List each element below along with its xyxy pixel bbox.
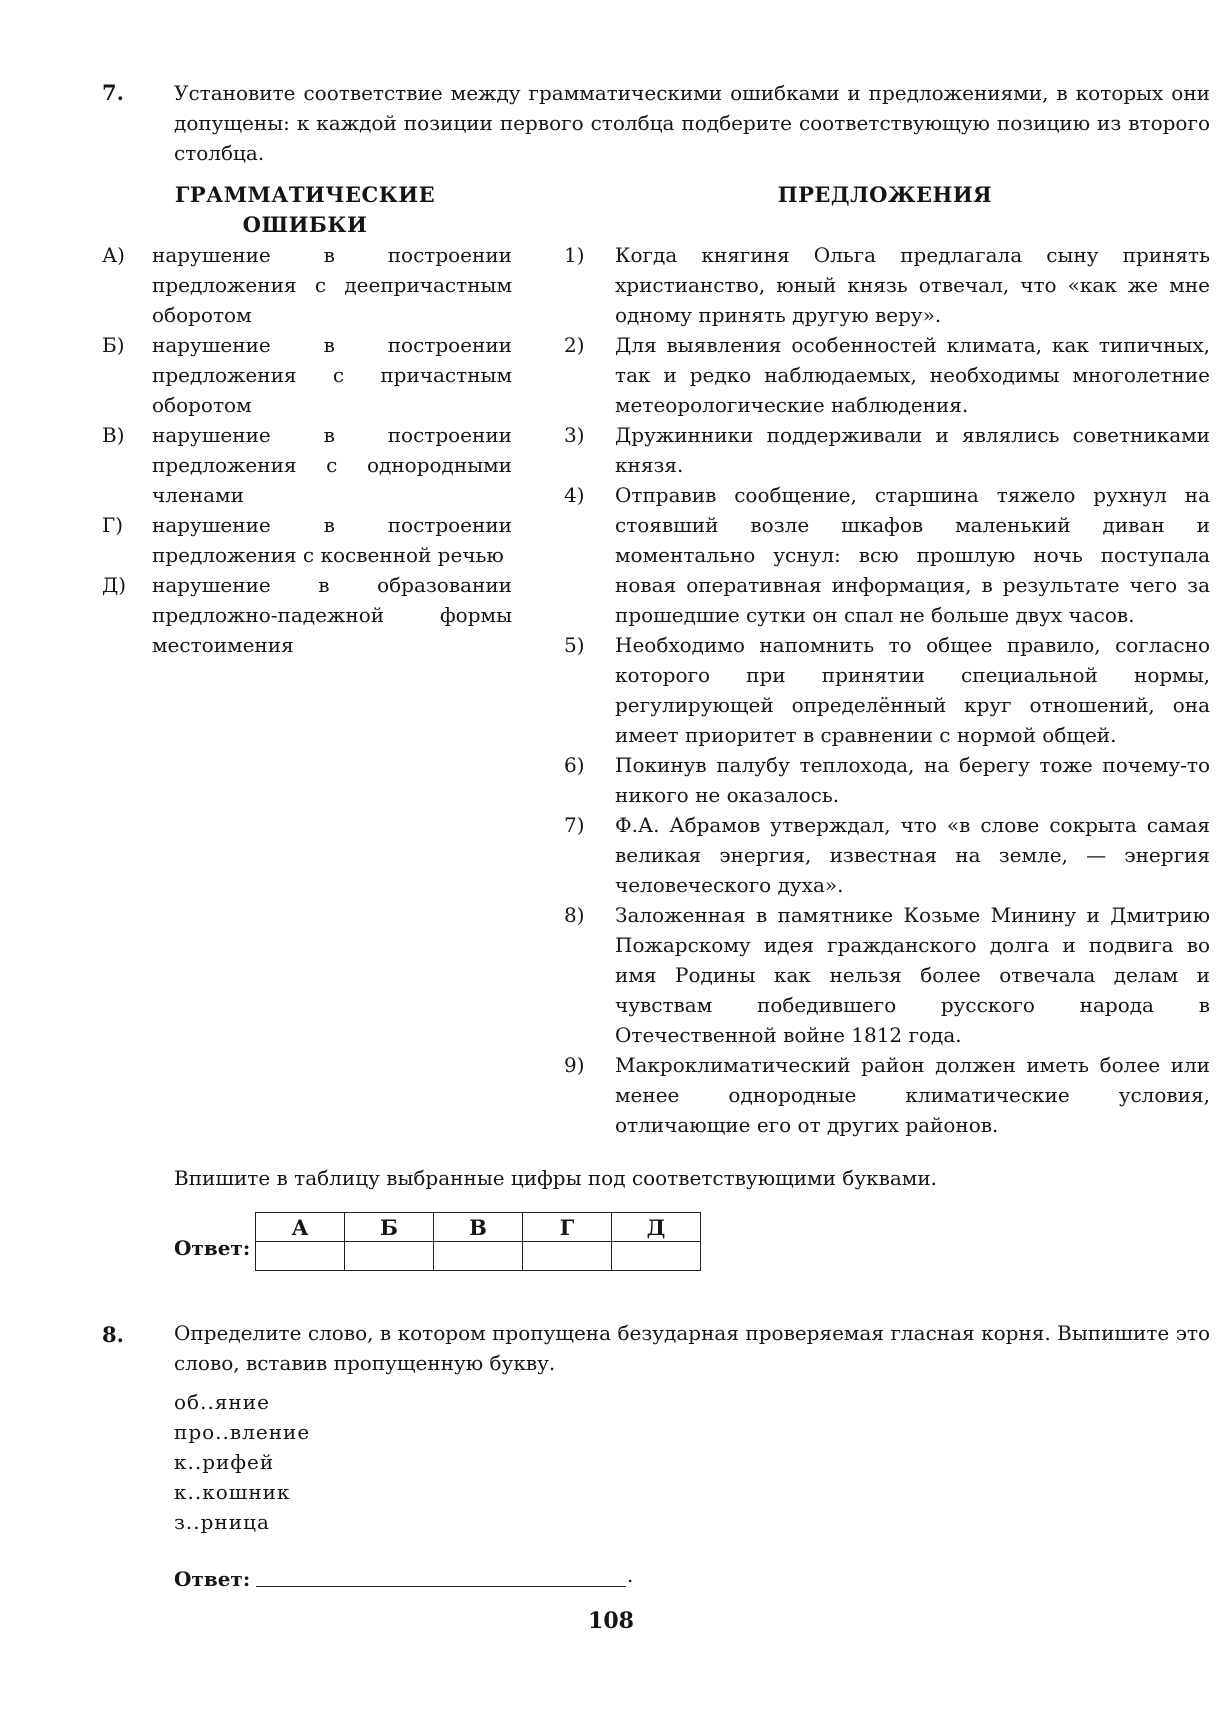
answer-input-cell-d[interactable]	[612, 1242, 701, 1271]
word-option: про..вление	[174, 1420, 311, 1444]
sentence-item: 6) Покинув палубу теплохода, на берегу тоже почему-то никого не оказалось.	[564, 753, 1210, 807]
task-7-instruction: Установите соответствие между грамматическими ошибками и предложениями, в которых они допущены: к каждой позиции первого столбца подберите соответствующую позицию из второго столбца.	[174, 81, 1210, 165]
word-list	[174, 1387, 310, 1537]
sentences-list	[560, 240, 1210, 1140]
column-header-sentences: ПРЕДЛОЖЕНИЯ	[777, 182, 993, 207]
table-instruction: Впишите в таблицу выбранные цифры под соответствующими буквами.	[174, 1166, 938, 1190]
task-8-answer-label: Ответ:	[174, 1567, 251, 1591]
task-8-answer-line[interactable]	[256, 1586, 626, 1587]
sentence-item: 7) Ф.А. Абрамов утверждал, что «в слове сокрыта самая великая энергия, известная на земле, — энергия человеческого духа».	[564, 813, 1210, 897]
sentence-item: 5) Необходимо напомнить то общее правило, согласно которого при принятии специальной нормы, регулирующей определённый круг отношений, она имеет приоритет в сравнении с нормой общей.	[564, 633, 1210, 747]
answer-letter-cell: Б	[345, 1213, 434, 1242]
answer-input-cell-g[interactable]	[523, 1242, 612, 1271]
answer-input-cell-a[interactable]	[256, 1242, 345, 1271]
word-option: к..рифей	[174, 1450, 275, 1474]
page-number: 108	[588, 1608, 634, 1634]
sentence-item: 1) Когда княгиня Ольга предлагала сыну принять христианство, юный князь отвечал, что «как же мне одному принять другую веру».	[564, 243, 1210, 327]
error-item: Б) нарушение в построении предложения с причастным оборотом	[102, 333, 512, 417]
answer-input-cell-b[interactable]	[345, 1242, 434, 1271]
answer-table	[255, 1212, 701, 1271]
answer-table-value-row	[256, 1242, 701, 1271]
answer-input-cell-v[interactable]	[434, 1242, 523, 1271]
task-7-answer-label: Ответ:	[174, 1236, 251, 1260]
task-8-number: 8.	[102, 1322, 124, 1347]
answer-letter-cell: Г	[523, 1213, 612, 1242]
sentence-item: 3) Дружинники поддерживали и являлись советниками князя.	[564, 423, 1210, 477]
error-item: Д) нарушение в образовании предложно-падежной формы местоимения	[102, 573, 512, 657]
error-item: Г) нарушение в построении предложения с косвенной речью	[102, 513, 512, 567]
answer-table-header-row	[256, 1213, 701, 1242]
task-8-instruction: Определите слово, в котором пропущена безударная проверяемая гласная корня. Выпишите это слово, вставив пропущенную букву.	[174, 1321, 1210, 1375]
answer-letter-cell: Д	[612, 1213, 701, 1242]
answer-letter-cell: А	[256, 1213, 345, 1242]
sentence-item: 4) Отправив сообщение, старшина тяжело рухнул на стоявший возле шкафов маленький диван и моментально уснул: всю прошлую ночь поступала новая оперативная информация, в результате чего за прошедшие сутки он спал не больше двух часов.	[564, 483, 1210, 627]
answer-end-dot: .	[627, 1563, 634, 1587]
sentence-item: 2) Для выявления особенностей климата, как типичных, так и редко наблюдаемых, необходимы многолетние метеорологические наблюдения.	[564, 333, 1210, 417]
error-item: В) нарушение в построении предложения с однородными членами	[102, 423, 512, 507]
word-option: об..яние	[174, 1390, 270, 1414]
error-item: А) нарушение в построении предложения с деепричастным оборотом	[102, 243, 512, 327]
sentence-item: 8) Заложенная в памятнике Козьме Минину и Дмитрию Пожарскому идея гражданского долга и подвига во имя Родины как нельзя более отвечала делам и чувствам победившего русского народа в Отечественной войне 1812 года.	[564, 903, 1210, 1047]
word-option: з..рница	[174, 1510, 270, 1534]
word-option: к..кошник	[174, 1480, 291, 1504]
sentence-item: 9) Макроклиматический район должен иметь более или менее однородные климатические условия, отличающие его от других районов.	[564, 1053, 1210, 1137]
answer-letter-cell: В	[434, 1213, 523, 1242]
errors-list	[102, 240, 512, 660]
column-header-errors: ГРАММАТИЧЕСКИЕ ОШИБКИ	[174, 182, 436, 237]
task-7-number: 7.	[102, 80, 124, 105]
